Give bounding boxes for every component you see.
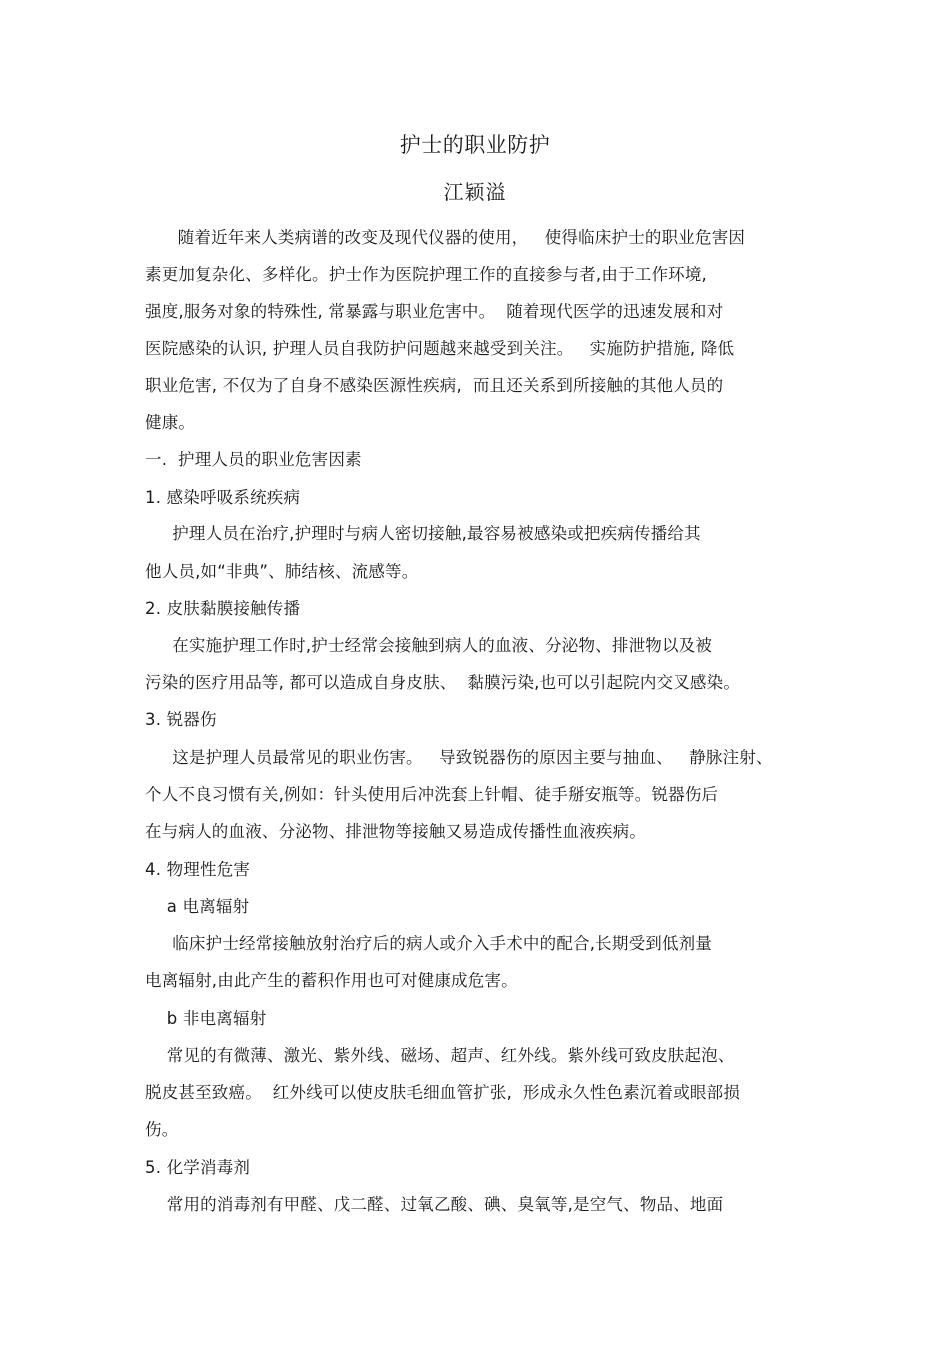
- text-line: 随着近年来人类病谱的改变及现代仪器的使用， 使得临床护士的职业危害因: [145, 228, 746, 247]
- sub-item-heading: b 非电离辐射: [145, 1009, 267, 1028]
- sub-item-heading: a 电离辐射: [145, 897, 250, 916]
- text-line: 电离辐射,由此产生的蓄积作用也可对健康成危害。: [145, 971, 518, 990]
- text-line: 污染的医疗用品等, 都可以造成自身皮肤、 黏膜污染,也可以引起院内交叉感染。: [145, 673, 741, 692]
- text-line: 素更加复杂化、多样化。护士作为医院护理工作的直接参与者,由于工作环境,: [145, 265, 707, 284]
- text-line: 在实施护理工作时,护士经常会接触到病人的血液、分泌物、排泄物以及被: [145, 636, 713, 655]
- subsection-heading: 3. 锐器伤: [145, 710, 217, 729]
- document-author: 江颖溢: [443, 180, 507, 204]
- text-line: 常用的消毒剂有甲醛、戊二醛、过氧乙酸、碘、臭氧等,是空气、物品、地面: [145, 1195, 724, 1214]
- section-heading: 一. 护理人员的职业危害因素: [145, 450, 362, 469]
- text-line: 这是护理人员最常见的职业伤害。 导致锐器伤的原因主要与抽血、 静脉注射、: [145, 748, 773, 767]
- text-line: 个人不良习惯有关,例如：针头使用后冲洗套上针帽、徒手掰安瓶等。锐器伤后: [145, 785, 719, 804]
- subsection-heading: 5. 化学消毒剂: [145, 1158, 251, 1177]
- text-line: 伤。: [145, 1120, 179, 1139]
- text-line: 在与病人的血液、分泌物、排泄物等接触又易造成传播性血液疾病。: [145, 822, 646, 841]
- text-line: 职业危害, 不仅为了自身不感染医源性疾病, 而且还关系到所接触的其他人员的: [145, 376, 724, 395]
- text-line: 医院感染的认识, 护理人员自我防护问题越来越受到关注。 实施防护措施, 降低: [145, 339, 735, 358]
- text-line: 强度,服务对象的特殊性, 常暴露与职业危害中。 随着现代医学的迅速发展和对: [145, 302, 724, 321]
- text-line: 临床护士经常接触放射治疗后的病人或介入手术中的配合,长期受到低剂量: [145, 934, 713, 953]
- document-title: 护士的职业防护: [399, 133, 551, 157]
- text-line: 常见的有微薄、激光、紫外线、磁场、超声、红外线。紫外线可致皮肤起泡、: [145, 1046, 735, 1065]
- text-line: 他人员,如“非典”、肺结核、流感等。: [145, 562, 419, 581]
- text-line: 脱皮甚至致癌。 红外线可以使皮肤毛细血管扩张, 形成永久性色素沉着或眼部损: [145, 1083, 741, 1102]
- text-line: 健康。: [145, 413, 196, 432]
- subsection-heading: 4. 物理性危害: [145, 860, 251, 879]
- subsection-heading: 1. 感染呼吸系统疾病: [145, 488, 301, 507]
- subsection-heading: 2. 皮肤黏膜接触传播: [145, 599, 301, 618]
- text-line: 护理人员在治疗,护理时与病人密切接触,最容易被感染或把疾病传播给其: [145, 524, 701, 543]
